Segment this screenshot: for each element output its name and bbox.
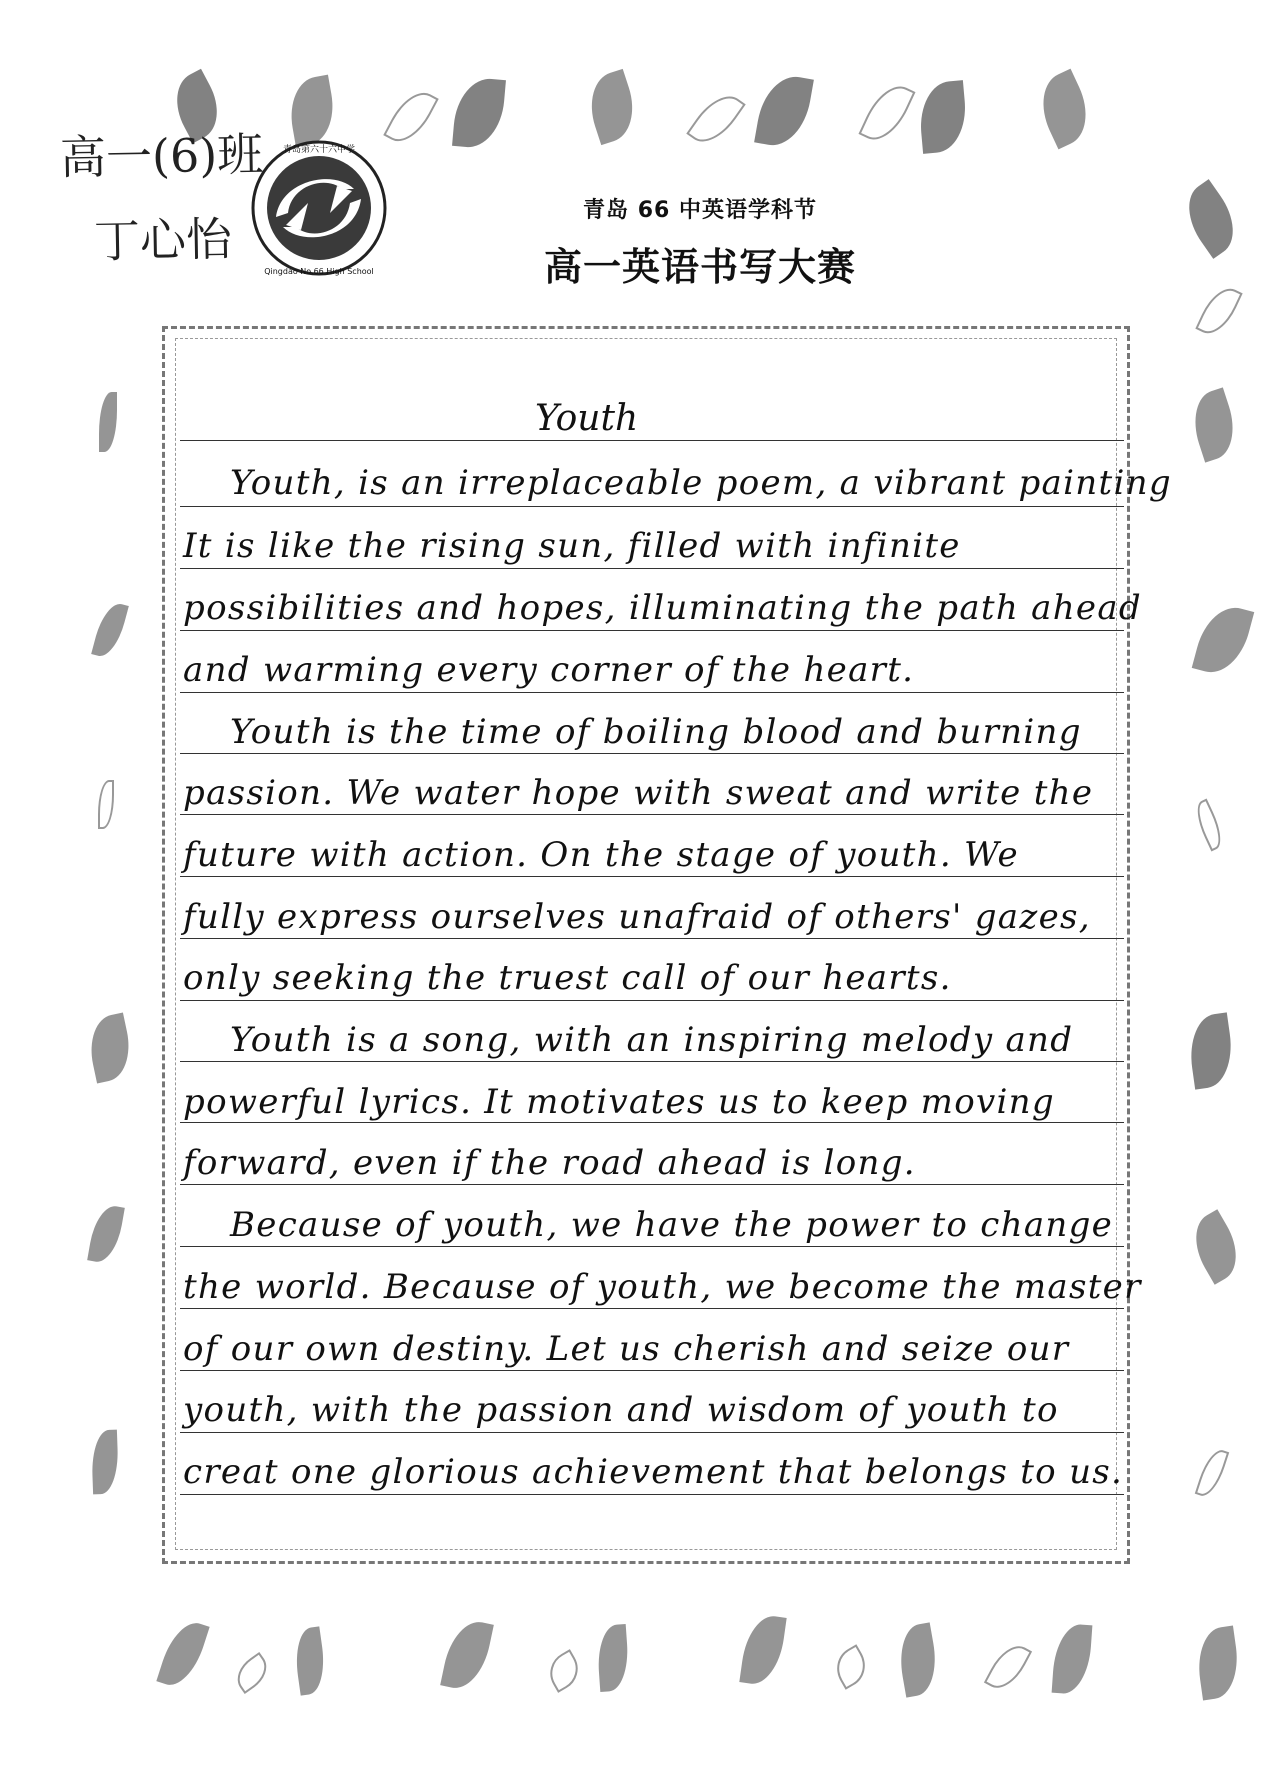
decorative-leaf-icon xyxy=(1192,600,1255,680)
decorative-leaf-icon xyxy=(984,1638,1032,1695)
logo-english-text: Qingdao No.66 High School xyxy=(264,267,374,276)
essay-line-3: possibilities and hopes, illuminating the path ahead xyxy=(183,588,1142,628)
class-text: 高一(6)班 xyxy=(59,127,264,185)
decorative-leaf-icon xyxy=(1052,1623,1093,1695)
decorative-leaf-icon xyxy=(754,71,814,150)
essay-line-17: creat one glorious achievement that belongs to us. xyxy=(183,1452,1124,1492)
essay-line-15: of our own destiny. Let us cherish and seize our xyxy=(183,1329,1070,1369)
decorative-leaf-icon xyxy=(91,1430,119,1495)
decorative-leaf-icon xyxy=(230,1652,274,1694)
decorative-leaf-icon xyxy=(84,1013,136,1084)
handwritten-class-label xyxy=(59,127,264,185)
essay-line-10: Youth is a song, with an inspiring melody and xyxy=(230,1020,1074,1060)
school-logo-icon xyxy=(246,135,392,281)
decorative-leaf-icon xyxy=(452,76,506,150)
essay-rule-line xyxy=(180,506,1124,507)
essay-title: Youth xyxy=(535,398,639,439)
decorative-leaf-icon xyxy=(1185,387,1243,462)
essay-line-9: only seeking the truest call of our hearts. xyxy=(183,958,952,998)
contest-subtitle: 青岛 66 中英语学科节 xyxy=(583,198,817,223)
essay-line-2: It is like the rising sun, filled with infinite xyxy=(183,526,961,566)
decorative-leaf-icon xyxy=(156,1616,209,1691)
decorative-leaf-icon xyxy=(1195,282,1242,341)
name-text: 丁心怡 xyxy=(93,211,233,269)
decorative-leaf-icon xyxy=(98,780,114,829)
essay-line-7: future with action. On the stage of youth. We xyxy=(183,835,1019,875)
contest-title: 高一英语书写大赛 xyxy=(543,245,856,289)
decorative-leaf-icon xyxy=(1190,799,1227,852)
decorative-leaf-icon xyxy=(440,1617,494,1694)
essay-line-6: passion. We water hope with sweat and write the xyxy=(183,773,1094,813)
decorative-leaf-icon xyxy=(1193,1626,1242,1701)
decorative-leaf-icon xyxy=(917,80,969,154)
decorative-leaf-icon xyxy=(1185,1012,1237,1089)
decorative-leaf-icon xyxy=(596,1624,631,1692)
essay-line-8: fully express ourselves unafraid of others' gazes, xyxy=(183,897,1091,937)
decorative-leaf-icon xyxy=(1174,179,1247,259)
decorative-leaf-icon xyxy=(292,1626,329,1695)
decorative-leaf-icon xyxy=(686,86,745,152)
handwritten-name-label xyxy=(93,211,233,269)
logo-name: 青岛第六十六中学 xyxy=(282,145,356,155)
decorative-leaf-icon xyxy=(739,1613,786,1688)
decorative-leaf-icon xyxy=(858,78,915,149)
decorative-leaf-icon xyxy=(829,1644,874,1689)
decorative-leaf-icon xyxy=(91,600,129,660)
essay-line-11: powerful lyrics. It motivates us to keep moving xyxy=(183,1082,1055,1122)
decorative-leaf-icon xyxy=(1030,69,1100,150)
decorative-leaf-icon xyxy=(581,69,643,145)
decorative-leaf-icon xyxy=(87,1203,125,1265)
essay-line-1: Youth, is an irreplaceable poem, a vibrant painting xyxy=(230,463,1172,503)
essay-line-13: Because of youth, we have the power to change xyxy=(230,1205,1114,1245)
essay-line-5: Youth is the time of boiling blood and burning xyxy=(230,712,1082,752)
essay-line-4: and warming every corner of the heart. xyxy=(183,650,915,690)
essay-line-16: youth, with the passion and wisdom of youth to xyxy=(183,1390,1059,1430)
decorative-leaf-icon xyxy=(542,1649,586,1693)
essay-line-14: the world. Because of youth, we become the master xyxy=(183,1267,1142,1307)
decorative-leaf-icon xyxy=(894,1622,942,1697)
decorative-leaf-icon xyxy=(99,392,117,452)
essay-line-12: forward, even if the road ahead is long. xyxy=(183,1143,916,1183)
